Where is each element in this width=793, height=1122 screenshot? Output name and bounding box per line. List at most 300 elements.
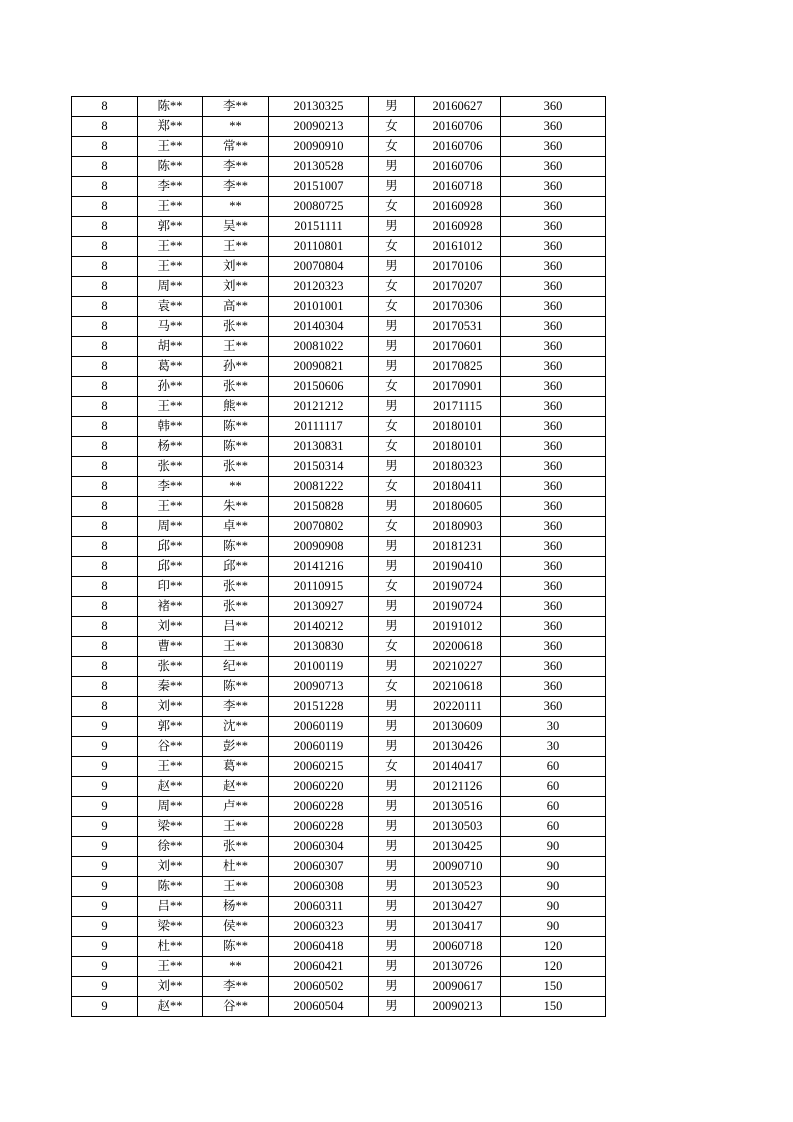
- date-b-cell: 20160706: [415, 157, 501, 177]
- gender-cell: 男: [369, 737, 415, 757]
- name-b-cell: 邱**: [203, 557, 269, 577]
- name-b-cell: 张**: [203, 597, 269, 617]
- date-b-cell: 20130609: [415, 717, 501, 737]
- name-b-cell: 杨**: [203, 897, 269, 917]
- date-a-cell: 20070802: [269, 517, 369, 537]
- table-row: [72, 917, 606, 937]
- name-a-cell: 周**: [138, 797, 203, 817]
- date-a-cell: 20140304: [269, 317, 369, 337]
- group-cell: 9: [72, 977, 138, 997]
- date-a-cell: 20081022: [269, 337, 369, 357]
- name-a-cell: 张**: [138, 457, 203, 477]
- amount-cell: 90: [501, 877, 606, 897]
- name-a-cell: 邱**: [138, 537, 203, 557]
- group-cell: 8: [72, 457, 138, 477]
- name-b-cell: 张**: [203, 317, 269, 337]
- name-b-cell: 葛**: [203, 757, 269, 777]
- table-row: [72, 217, 606, 237]
- name-a-cell: 郑**: [138, 117, 203, 137]
- amount-cell: 90: [501, 837, 606, 857]
- table-row: [72, 97, 606, 117]
- amount-cell: 60: [501, 757, 606, 777]
- gender-cell: 女: [369, 277, 415, 297]
- group-cell: 8: [72, 497, 138, 517]
- date-b-cell: 20160706: [415, 137, 501, 157]
- name-a-cell: 梁**: [138, 917, 203, 937]
- name-b-cell: 刘**: [203, 277, 269, 297]
- name-b-cell: 王**: [203, 877, 269, 897]
- amount-cell: 360: [501, 337, 606, 357]
- table-row: [72, 977, 606, 997]
- table-row: [72, 577, 606, 597]
- date-b-cell: 20180411: [415, 477, 501, 497]
- gender-cell: 男: [369, 857, 415, 877]
- amount-cell: 360: [501, 677, 606, 697]
- name-a-cell: 韩**: [138, 417, 203, 437]
- date-b-cell: 20160718: [415, 177, 501, 197]
- gender-cell: 男: [369, 597, 415, 617]
- date-a-cell: 20130831: [269, 437, 369, 457]
- date-a-cell: 20151228: [269, 697, 369, 717]
- gender-cell: 男: [369, 357, 415, 377]
- group-cell: 8: [72, 177, 138, 197]
- date-b-cell: 20160627: [415, 97, 501, 117]
- name-b-cell: 孙**: [203, 357, 269, 377]
- name-a-cell: 王**: [138, 257, 203, 277]
- amount-cell: 90: [501, 857, 606, 877]
- table-row: [72, 437, 606, 457]
- group-cell: 8: [72, 437, 138, 457]
- gender-cell: 女: [369, 117, 415, 137]
- name-a-cell: 秦**: [138, 677, 203, 697]
- amount-cell: 30: [501, 737, 606, 757]
- date-a-cell: 20110915: [269, 577, 369, 597]
- name-a-cell: 李**: [138, 177, 203, 197]
- gender-cell: 男: [369, 817, 415, 837]
- name-b-cell: 陈**: [203, 937, 269, 957]
- name-b-cell: 张**: [203, 837, 269, 857]
- table-row: [72, 657, 606, 677]
- amount-cell: 90: [501, 917, 606, 937]
- name-a-cell: 曹**: [138, 637, 203, 657]
- name-b-cell: 王**: [203, 237, 269, 257]
- amount-cell: 360: [501, 657, 606, 677]
- date-a-cell: 20110801: [269, 237, 369, 257]
- table-row: [72, 837, 606, 857]
- gender-cell: 男: [369, 97, 415, 117]
- name-a-cell: 张**: [138, 657, 203, 677]
- table-row: [72, 137, 606, 157]
- date-a-cell: 20060220: [269, 777, 369, 797]
- date-b-cell: 20210618: [415, 677, 501, 697]
- gender-cell: 男: [369, 397, 415, 417]
- date-a-cell: 20060215: [269, 757, 369, 777]
- date-a-cell: 20060304: [269, 837, 369, 857]
- date-a-cell: 20090910: [269, 137, 369, 157]
- gender-cell: 男: [369, 997, 415, 1017]
- gender-cell: 男: [369, 937, 415, 957]
- amount-cell: 360: [501, 97, 606, 117]
- gender-cell: 男: [369, 797, 415, 817]
- name-a-cell: 李**: [138, 477, 203, 497]
- table-row: [72, 357, 606, 377]
- name-a-cell: 吕**: [138, 897, 203, 917]
- date-b-cell: 20170531: [415, 317, 501, 337]
- date-b-cell: 20191012: [415, 617, 501, 637]
- group-cell: 8: [72, 197, 138, 217]
- group-cell: 9: [72, 917, 138, 937]
- name-b-cell: 高**: [203, 297, 269, 317]
- table-row: [72, 337, 606, 357]
- gender-cell: 男: [369, 217, 415, 237]
- date-a-cell: 20090213: [269, 117, 369, 137]
- group-cell: 9: [72, 957, 138, 977]
- table-row: [72, 237, 606, 257]
- name-a-cell: 周**: [138, 277, 203, 297]
- date-b-cell: 20090617: [415, 977, 501, 997]
- amount-cell: 360: [501, 577, 606, 597]
- gender-cell: 女: [369, 677, 415, 697]
- group-cell: 8: [72, 97, 138, 117]
- date-b-cell: 20130503: [415, 817, 501, 837]
- group-cell: 9: [72, 737, 138, 757]
- group-cell: 9: [72, 777, 138, 797]
- gender-cell: 男: [369, 157, 415, 177]
- date-a-cell: 20111117: [269, 417, 369, 437]
- name-a-cell: 陈**: [138, 97, 203, 117]
- gender-cell: 男: [369, 457, 415, 477]
- group-cell: 9: [72, 797, 138, 817]
- group-cell: 8: [72, 417, 138, 437]
- table-row: [72, 497, 606, 517]
- group-cell: 8: [72, 357, 138, 377]
- date-a-cell: 20130927: [269, 597, 369, 617]
- amount-cell: 60: [501, 777, 606, 797]
- date-b-cell: 20160928: [415, 197, 501, 217]
- table-row: [72, 377, 606, 397]
- table-row: [72, 277, 606, 297]
- gender-cell: 男: [369, 557, 415, 577]
- date-b-cell: 20171115: [415, 397, 501, 417]
- name-a-cell: 陈**: [138, 877, 203, 897]
- date-b-cell: 20160706: [415, 117, 501, 137]
- gender-cell: 男: [369, 837, 415, 857]
- table-row: [72, 997, 606, 1017]
- date-b-cell: 20220111: [415, 697, 501, 717]
- name-a-cell: 谷**: [138, 737, 203, 757]
- table-row: [72, 117, 606, 137]
- table-row: [72, 177, 606, 197]
- group-cell: 8: [72, 677, 138, 697]
- table-row: [72, 897, 606, 917]
- table-row: [72, 537, 606, 557]
- date-a-cell: 20060418: [269, 937, 369, 957]
- name-a-cell: 杨**: [138, 437, 203, 457]
- name-b-cell: 卢**: [203, 797, 269, 817]
- date-a-cell: 20060228: [269, 817, 369, 837]
- gender-cell: 男: [369, 257, 415, 277]
- date-a-cell: 20090821: [269, 357, 369, 377]
- name-b-cell: **: [203, 957, 269, 977]
- gender-cell: 女: [369, 377, 415, 397]
- name-b-cell: 谷**: [203, 997, 269, 1017]
- amount-cell: 360: [501, 497, 606, 517]
- date-b-cell: 20170901: [415, 377, 501, 397]
- name-b-cell: 张**: [203, 457, 269, 477]
- name-b-cell: 常**: [203, 137, 269, 157]
- name-a-cell: 王**: [138, 237, 203, 257]
- table-body: [72, 97, 606, 1017]
- date-a-cell: 20060311: [269, 897, 369, 917]
- amount-cell: 360: [501, 457, 606, 477]
- name-b-cell: 李**: [203, 697, 269, 717]
- table-row: [72, 697, 606, 717]
- date-b-cell: 20210227: [415, 657, 501, 677]
- date-b-cell: 20060718: [415, 937, 501, 957]
- table-row: [72, 597, 606, 617]
- date-b-cell: 20121126: [415, 777, 501, 797]
- date-a-cell: 20081222: [269, 477, 369, 497]
- gender-cell: 男: [369, 897, 415, 917]
- group-cell: 8: [72, 597, 138, 617]
- name-a-cell: 梁**: [138, 817, 203, 837]
- date-a-cell: 20060228: [269, 797, 369, 817]
- name-b-cell: **: [203, 477, 269, 497]
- gender-cell: 男: [369, 177, 415, 197]
- group-cell: 8: [72, 297, 138, 317]
- amount-cell: 150: [501, 997, 606, 1017]
- gender-cell: 女: [369, 577, 415, 597]
- group-cell: 8: [72, 617, 138, 637]
- name-b-cell: 吕**: [203, 617, 269, 637]
- amount-cell: 360: [501, 397, 606, 417]
- group-cell: 8: [72, 537, 138, 557]
- group-cell: 8: [72, 257, 138, 277]
- amount-cell: 360: [501, 157, 606, 177]
- name-a-cell: 印**: [138, 577, 203, 597]
- name-a-cell: 袁**: [138, 297, 203, 317]
- name-b-cell: 王**: [203, 337, 269, 357]
- date-b-cell: 20190410: [415, 557, 501, 577]
- name-b-cell: 吴**: [203, 217, 269, 237]
- name-b-cell: 张**: [203, 377, 269, 397]
- date-b-cell: 20130427: [415, 897, 501, 917]
- date-a-cell: 20100119: [269, 657, 369, 677]
- name-a-cell: 王**: [138, 137, 203, 157]
- amount-cell: 60: [501, 817, 606, 837]
- date-a-cell: 20060421: [269, 957, 369, 977]
- table-row: [72, 457, 606, 477]
- name-b-cell: 侯**: [203, 917, 269, 937]
- amount-cell: 360: [501, 277, 606, 297]
- date-a-cell: 20121212: [269, 397, 369, 417]
- date-a-cell: 20060119: [269, 717, 369, 737]
- amount-cell: 360: [501, 557, 606, 577]
- table-row: [72, 197, 606, 217]
- name-b-cell: 李**: [203, 977, 269, 997]
- amount-cell: 360: [501, 477, 606, 497]
- group-cell: 8: [72, 557, 138, 577]
- name-b-cell: **: [203, 197, 269, 217]
- group-cell: 8: [72, 657, 138, 677]
- table-row: [72, 777, 606, 797]
- name-b-cell: 陈**: [203, 537, 269, 557]
- name-a-cell: 徐**: [138, 837, 203, 857]
- gender-cell: 女: [369, 237, 415, 257]
- gender-cell: 女: [369, 197, 415, 217]
- name-b-cell: 陈**: [203, 437, 269, 457]
- name-a-cell: 邱**: [138, 557, 203, 577]
- table-row: [72, 557, 606, 577]
- group-cell: 8: [72, 237, 138, 257]
- name-b-cell: 王**: [203, 817, 269, 837]
- amount-cell: 30: [501, 717, 606, 737]
- name-a-cell: 赵**: [138, 777, 203, 797]
- table-row: [72, 417, 606, 437]
- name-a-cell: 郭**: [138, 217, 203, 237]
- name-a-cell: 葛**: [138, 357, 203, 377]
- amount-cell: 360: [501, 437, 606, 457]
- name-a-cell: 陈**: [138, 157, 203, 177]
- date-a-cell: 20080725: [269, 197, 369, 217]
- name-a-cell: 王**: [138, 957, 203, 977]
- gender-cell: 女: [369, 477, 415, 497]
- name-a-cell: 马**: [138, 317, 203, 337]
- name-b-cell: 陈**: [203, 417, 269, 437]
- name-a-cell: 王**: [138, 397, 203, 417]
- name-a-cell: 刘**: [138, 977, 203, 997]
- gender-cell: 男: [369, 717, 415, 737]
- amount-cell: 360: [501, 297, 606, 317]
- date-b-cell: 20140417: [415, 757, 501, 777]
- date-a-cell: 20150828: [269, 497, 369, 517]
- amount-cell: 360: [501, 217, 606, 237]
- gender-cell: 女: [369, 757, 415, 777]
- name-a-cell: 周**: [138, 517, 203, 537]
- gender-cell: 女: [369, 297, 415, 317]
- table-row: [72, 757, 606, 777]
- table-row: [72, 317, 606, 337]
- name-a-cell: 刘**: [138, 857, 203, 877]
- group-cell: 8: [72, 637, 138, 657]
- amount-cell: 360: [501, 137, 606, 157]
- group-cell: 9: [72, 837, 138, 857]
- group-cell: 9: [72, 857, 138, 877]
- amount-cell: 360: [501, 237, 606, 257]
- amount-cell: 360: [501, 597, 606, 617]
- date-a-cell: 20151111: [269, 217, 369, 237]
- table-row: [72, 817, 606, 837]
- amount-cell: 360: [501, 697, 606, 717]
- gender-cell: 女: [369, 637, 415, 657]
- name-b-cell: 沈**: [203, 717, 269, 737]
- date-a-cell: 20120323: [269, 277, 369, 297]
- name-a-cell: 郭**: [138, 717, 203, 737]
- amount-cell: 360: [501, 177, 606, 197]
- group-cell: 9: [72, 897, 138, 917]
- gender-cell: 男: [369, 657, 415, 677]
- table-row: [72, 877, 606, 897]
- gender-cell: 男: [369, 977, 415, 997]
- group-cell: 9: [72, 877, 138, 897]
- amount-cell: 360: [501, 197, 606, 217]
- date-b-cell: 20130516: [415, 797, 501, 817]
- table-row: [72, 397, 606, 417]
- date-a-cell: 20060504: [269, 997, 369, 1017]
- group-cell: 8: [72, 317, 138, 337]
- name-b-cell: 卓**: [203, 517, 269, 537]
- amount-cell: 360: [501, 537, 606, 557]
- amount-cell: 90: [501, 897, 606, 917]
- table-row: [72, 257, 606, 277]
- amount-cell: 60: [501, 797, 606, 817]
- group-cell: 8: [72, 277, 138, 297]
- amount-cell: 360: [501, 357, 606, 377]
- amount-cell: 120: [501, 957, 606, 977]
- date-a-cell: 20140212: [269, 617, 369, 637]
- date-b-cell: 20130726: [415, 957, 501, 977]
- table-row: [72, 957, 606, 977]
- amount-cell: 150: [501, 977, 606, 997]
- date-a-cell: 20090908: [269, 537, 369, 557]
- date-b-cell: 20180101: [415, 417, 501, 437]
- amount-cell: 360: [501, 257, 606, 277]
- date-a-cell: 20130830: [269, 637, 369, 657]
- amount-cell: 360: [501, 317, 606, 337]
- group-cell: 8: [72, 217, 138, 237]
- name-b-cell: 李**: [203, 97, 269, 117]
- date-b-cell: 20200618: [415, 637, 501, 657]
- group-cell: 9: [72, 997, 138, 1017]
- date-b-cell: 20180101: [415, 437, 501, 457]
- date-b-cell: 20170306: [415, 297, 501, 317]
- date-a-cell: 20060307: [269, 857, 369, 877]
- name-b-cell: 熊**: [203, 397, 269, 417]
- gender-cell: 男: [369, 497, 415, 517]
- group-cell: 9: [72, 817, 138, 837]
- date-b-cell: 20181231: [415, 537, 501, 557]
- gender-cell: 男: [369, 917, 415, 937]
- name-b-cell: 彭**: [203, 737, 269, 757]
- amount-cell: 360: [501, 617, 606, 637]
- date-a-cell: 20060323: [269, 917, 369, 937]
- amount-cell: 360: [501, 117, 606, 137]
- date-a-cell: 20060119: [269, 737, 369, 757]
- name-b-cell: 李**: [203, 177, 269, 197]
- date-b-cell: 20160928: [415, 217, 501, 237]
- name-a-cell: 王**: [138, 497, 203, 517]
- name-b-cell: 纪**: [203, 657, 269, 677]
- gender-cell: 男: [369, 317, 415, 337]
- group-cell: 8: [72, 577, 138, 597]
- date-a-cell: 20150314: [269, 457, 369, 477]
- group-cell: 9: [72, 937, 138, 957]
- name-a-cell: 胡**: [138, 337, 203, 357]
- date-b-cell: 20130523: [415, 877, 501, 897]
- date-b-cell: 20090710: [415, 857, 501, 877]
- date-a-cell: 20060502: [269, 977, 369, 997]
- date-b-cell: 20130417: [415, 917, 501, 937]
- table-row: [72, 517, 606, 537]
- gender-cell: 男: [369, 537, 415, 557]
- amount-cell: 360: [501, 377, 606, 397]
- group-cell: 8: [72, 117, 138, 137]
- date-b-cell: 20130426: [415, 737, 501, 757]
- gender-cell: 男: [369, 957, 415, 977]
- date-b-cell: 20190724: [415, 577, 501, 597]
- name-a-cell: 王**: [138, 197, 203, 217]
- table-row: [72, 637, 606, 657]
